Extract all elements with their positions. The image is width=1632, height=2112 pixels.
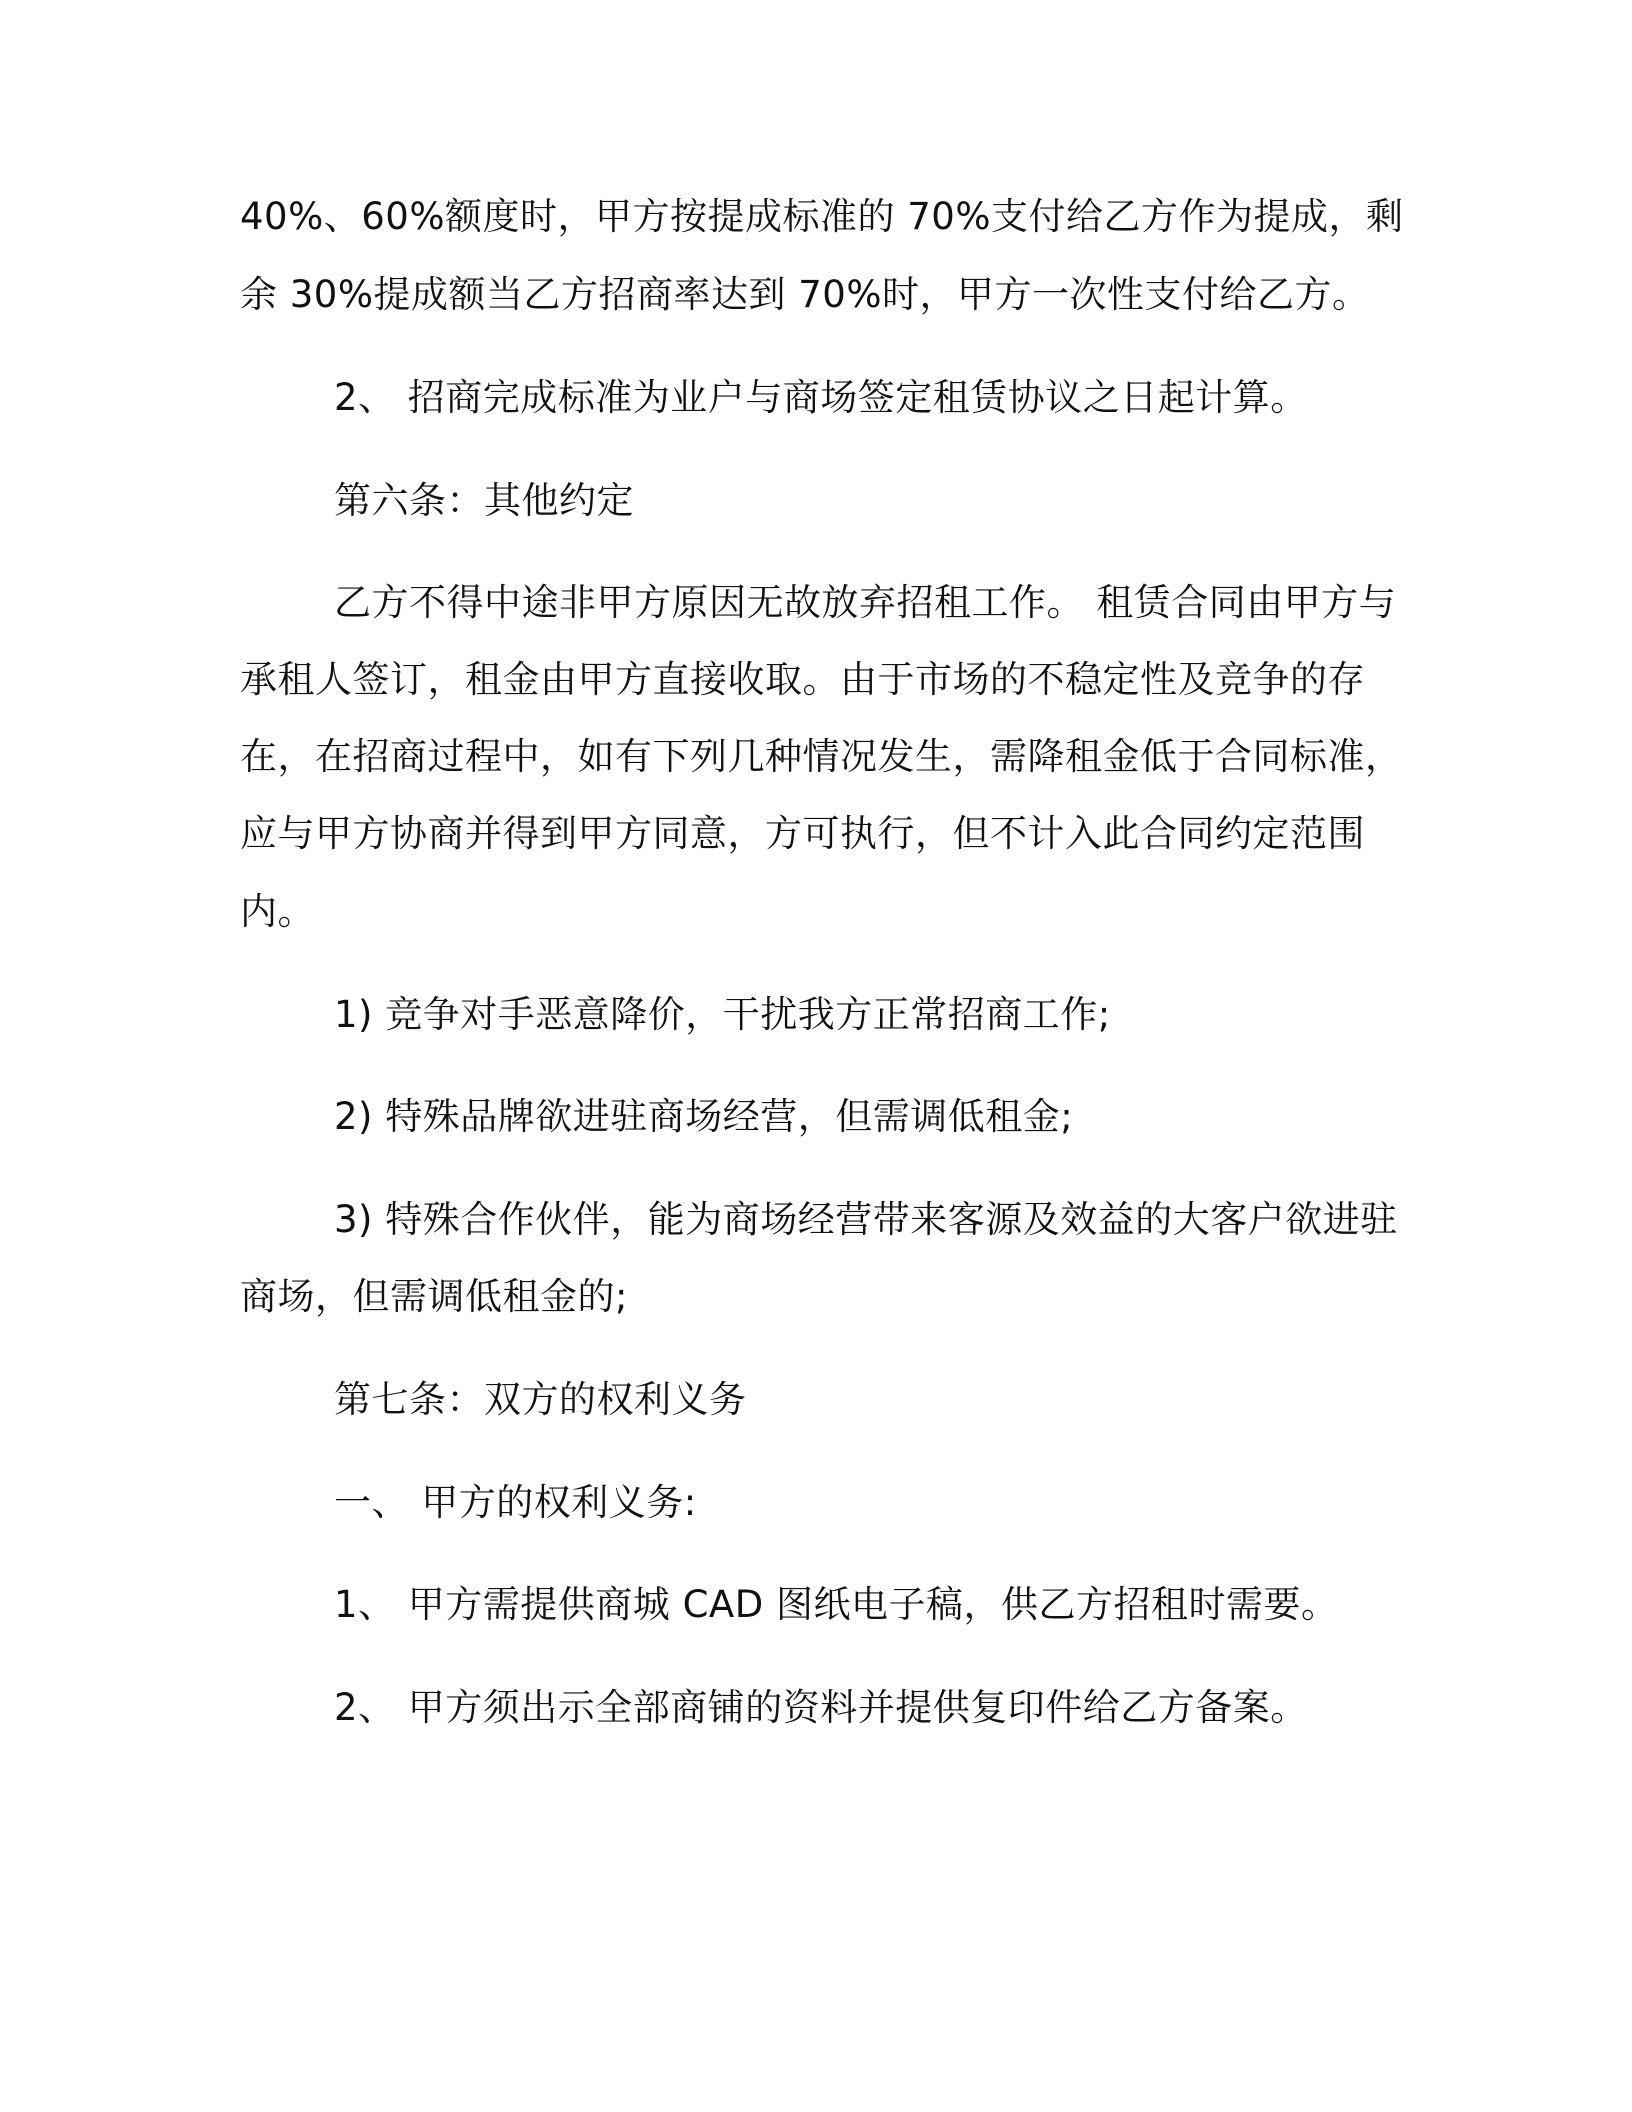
list-item: 2) 特殊品牌欲进驻商场经营，但需调低租金; xyxy=(334,1095,1074,1138)
list-item: 1、 甲方需提供商城 CAD 图纸电子稿，供乙方招租时需要。 xyxy=(334,1583,1339,1626)
text-line: 余 30%提成额当乙方招商率达到 70%时，甲方一次性支付给乙方。 xyxy=(240,273,1370,316)
text-line: 40%、60%额度时，甲方按提成标准的 70%支付给乙方作为提成，剩 xyxy=(240,195,1404,238)
text-line: 乙方不得中途非甲方原因无故放弃招租工作。 租赁合同由甲方与 xyxy=(334,581,1397,624)
section-heading: 第七条：双方的权利义务 xyxy=(334,1378,747,1421)
section-heading: 第六条：其他约定 xyxy=(334,479,634,522)
text-line: 应与甲方协商并得到甲方同意，方可执行，但不计入此合同约定范围 xyxy=(240,812,1365,855)
text-line: 在，在招商过程中，如有下列几种情况发生，需降租金低于合同标准， xyxy=(240,735,1403,778)
list-item: 2、 甲方须出示全部商铺的资料并提供复印件给乙方备案。 xyxy=(334,1686,1308,1729)
text-line: 内。 xyxy=(240,890,315,933)
text-line: 2、 招商完成标准为业户与商场签定租赁协议之日起计算。 xyxy=(334,376,1308,419)
list-item: 3) 特殊合作伙伴，能为商场经营带来客源及效益的大客户欲进驻 xyxy=(334,1198,1398,1241)
text-line: 商场，但需调低租金的; xyxy=(240,1275,628,1318)
text-line: 承租人签订，租金由甲方直接收取。由于市场的不稳定性及竞争的存 xyxy=(240,658,1365,701)
subsection-heading: 一、 甲方的权利义务: xyxy=(334,1481,697,1524)
list-item: 1) 竞争对手恶意降价，干扰我方正常招商工作; xyxy=(334,993,1111,1036)
